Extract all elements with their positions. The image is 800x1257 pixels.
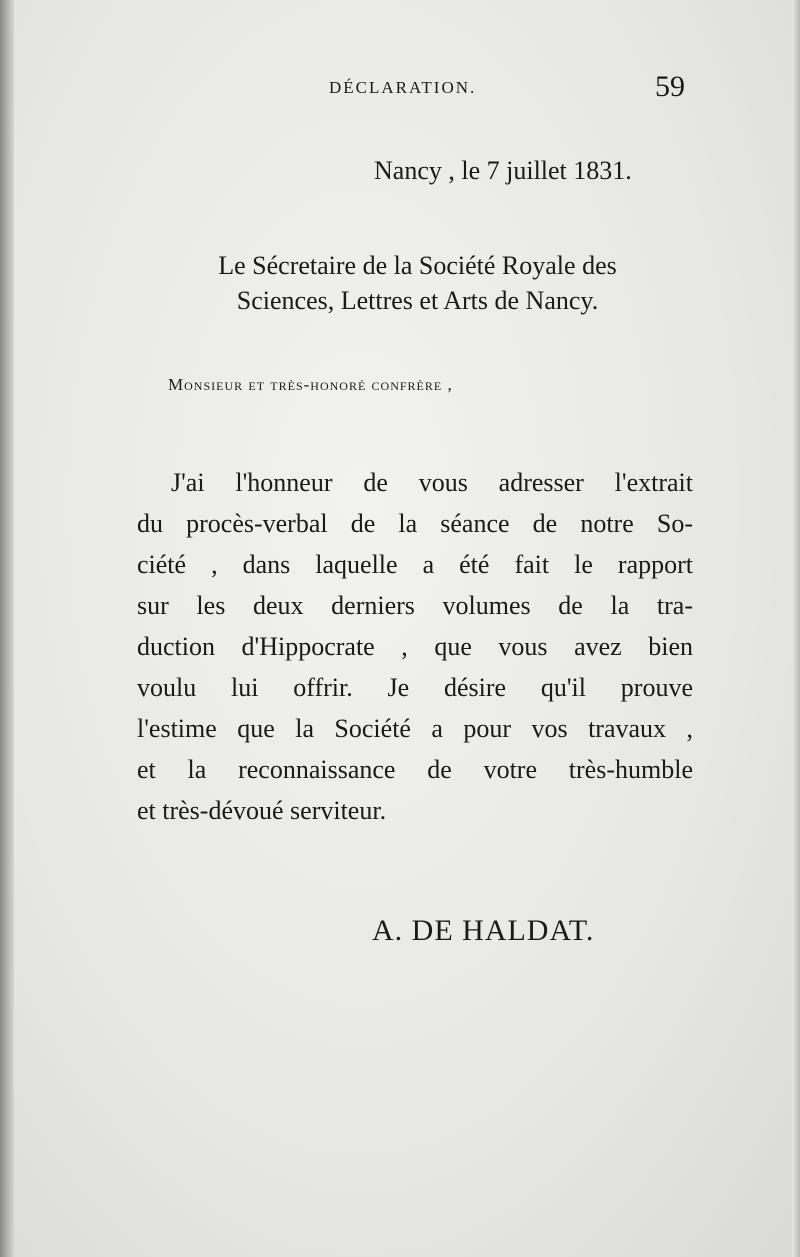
body-line: J'ai l'honneur de vous adresser l'extrait — [171, 468, 693, 497]
body-line: du procès-verbal de la séance de notre So- — [137, 509, 693, 538]
body-line: et la reconnaissance de votre très-humble — [137, 755, 693, 784]
body-line: et très-dévoué serviteur. — [137, 796, 387, 825]
body-line: l'estime que la Société a pour vos travaux , — [137, 714, 693, 743]
addressee-line: Le Sécretaire de la Société Royale des — [218, 251, 617, 280]
date-line: Nancy , le 7 juillet 1831. — [374, 156, 632, 185]
page-left-edge-shadow — [0, 0, 14, 1257]
letter-body — [137, 462, 693, 831]
body-line: ciété , dans laquelle a été fait le rapport — [137, 550, 693, 579]
addressee-line: Sciences, Lettres et Arts de Nancy. — [236, 286, 599, 315]
salutation: Monsieur et très-honoré confrère , — [168, 375, 453, 394]
running-title: DÉCLARATION. — [329, 78, 477, 97]
body-line: duction d'Hippocrate , que vous avez bien — [137, 632, 693, 661]
page-right-edge-shadow — [792, 0, 800, 1257]
body-line: voulu lui offrir. Je désire qu'il prouve — [137, 673, 693, 702]
page-number: 59 — [655, 70, 685, 103]
signature: A. DE HALDAT. — [372, 914, 595, 947]
body-line: sur les deux derniers volumes de la tra- — [137, 591, 693, 620]
addressee-block — [140, 248, 695, 318]
